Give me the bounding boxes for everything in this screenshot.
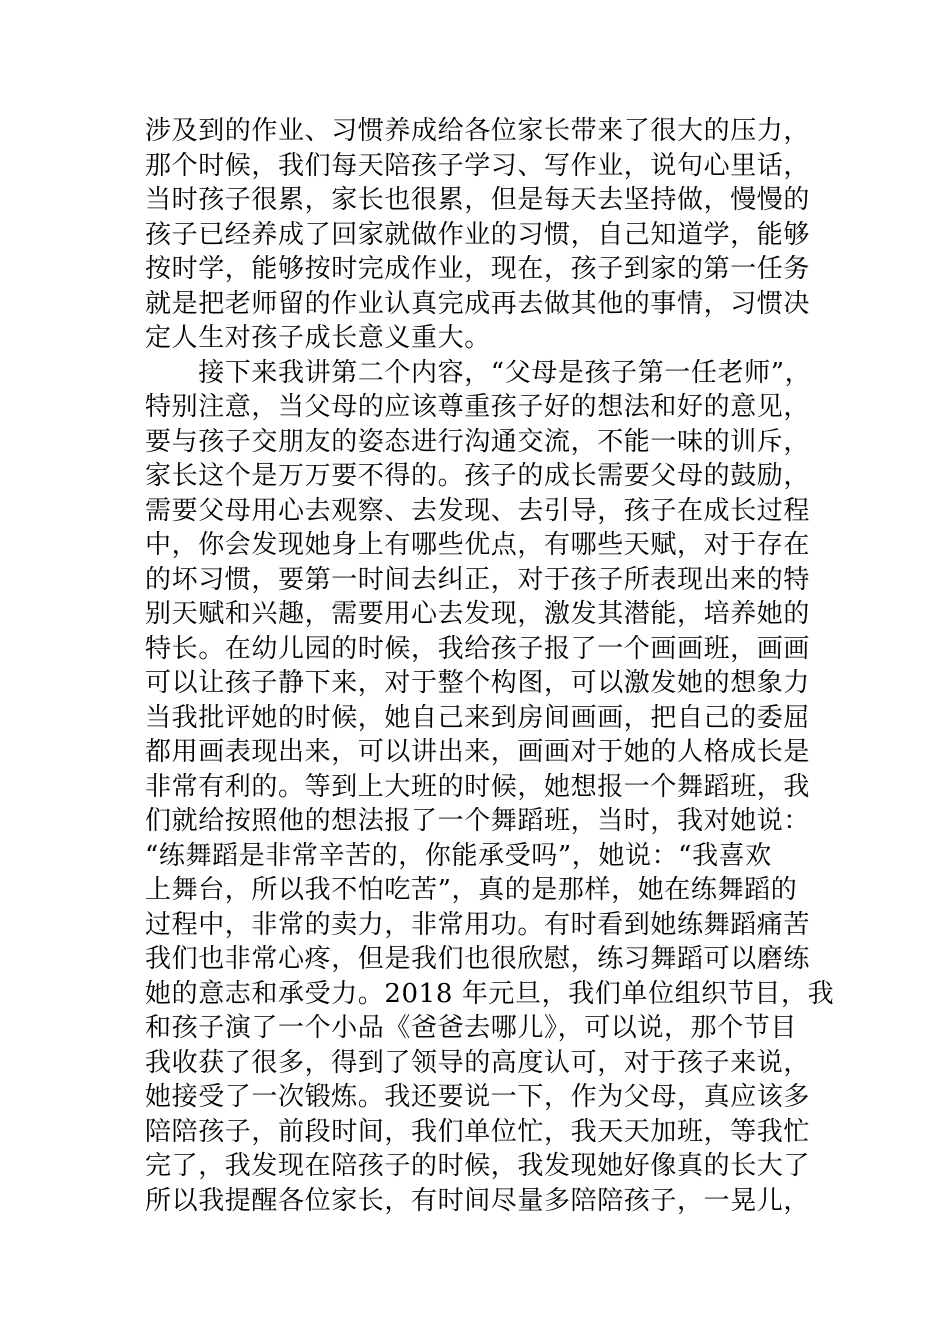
text-line: 所以我提醒各位家长，有时间尽量多陪陪孩子，一晃儿， (145, 1185, 811, 1216)
text-line: 陪陪孩子，前段时间，我们单位忙，我天天加班，等我忙 (145, 1116, 811, 1147)
text-line: 都用画表现出来，可以讲出来，画画对于她的人格成长是 (145, 737, 811, 767)
text-line: 过程中，非常的卖力，非常用功。有时看到她练舞蹈痛苦 (145, 909, 811, 940)
text-line: 当我批评她的时候，她自己来到房间画画，把自己的委屈 (145, 702, 811, 733)
text-line: 要与孩子交朋友的姿态进行沟通交流，不能一味的训斥， (145, 426, 811, 457)
paragraph-start-line: 接下来我讲第二个内容，“父母是孩子第一任老师”， (145, 357, 812, 388)
text-line: 定人生对孩子成长意义重大。 (145, 323, 491, 353)
text-line: “练舞蹈是非常辛苦的，你能承受吗”，她说：“我喜欢 (145, 840, 772, 871)
text-line: 当时孩子很累，家长也很累，但是每天去坚持做，慢慢的 (145, 185, 811, 215)
text-line: 孩子已经养成了回家就做作业的习惯，自己知道学，能够 (145, 219, 811, 250)
text-line: 可以让孩子静下来，对于整个构图，可以激发她的想象力 (145, 668, 811, 698)
text-line: 们就给按照他的想法报了一个舞蹈班，当时，我对她说： (145, 806, 811, 836)
text-line: 非常有利的。等到上大班的时候，她想报一个舞蹈班，我 (145, 771, 811, 802)
text-line: 特别注意，当父母的应该尊重孩子好的想法和好的意见， (145, 392, 811, 422)
text-line: 我们也非常心疼，但是我们也很欣慰，练习舞蹈可以磨练 (145, 944, 811, 974)
text-line: 上舞台，所以我不怕吃苦”，真的是那样，她在练舞蹈的 (145, 875, 798, 905)
text-line: 涉及到的作业、习惯养成给各位家长带来了很大的压力， (145, 116, 811, 146)
text-line: 我收获了很多，得到了领导的高度认可，对于孩子来说， (145, 1047, 811, 1078)
text-line: 别天赋和兴趣，需要用心去发现，激发其潜能，培养她的 (145, 599, 811, 629)
text-line: 特长。在幼儿园的时候，我给孩子报了一个画画班，画画 (145, 633, 811, 664)
text-line: 需要父母用心去观察、去发现、去引导，孩子在成长过程 (145, 495, 811, 526)
text-line: 完了，我发现在陪孩子的时候，我发现她好像真的长大了 (145, 1151, 811, 1181)
body-text (145, 114, 845, 1218)
text-line: 按时学，能够按时完成作业，现在，孩子到家的第一任务 (145, 254, 811, 284)
text-line: 和孩子演了一个小品《爸爸去哪儿》，可以说，那个节目 (145, 1013, 798, 1043)
text-line: 中，你会发现她身上有哪些优点，有哪些天赋，对于存在 (145, 530, 811, 560)
text-line: 就是把老师留的作业认真完成再去做其他的事情，习惯决 (145, 288, 811, 319)
text-line: 她的意志和承受力。2018 年元旦，我们单位组织节目，我 (145, 978, 835, 1009)
text-line: 她接受了一次锻炼。我还要说一下，作为父母，真应该多 (145, 1082, 811, 1112)
text-line: 家长这个是万万要不得的。孩子的成长需要父母的鼓励， (145, 461, 811, 491)
text-line: 那个时候，我们每天陪孩子学习、写作业，说句心里话， (145, 150, 811, 181)
text-line: 的坏习惯，要第一时间去纠正，对于孩子所表现出来的特 (145, 564, 811, 595)
